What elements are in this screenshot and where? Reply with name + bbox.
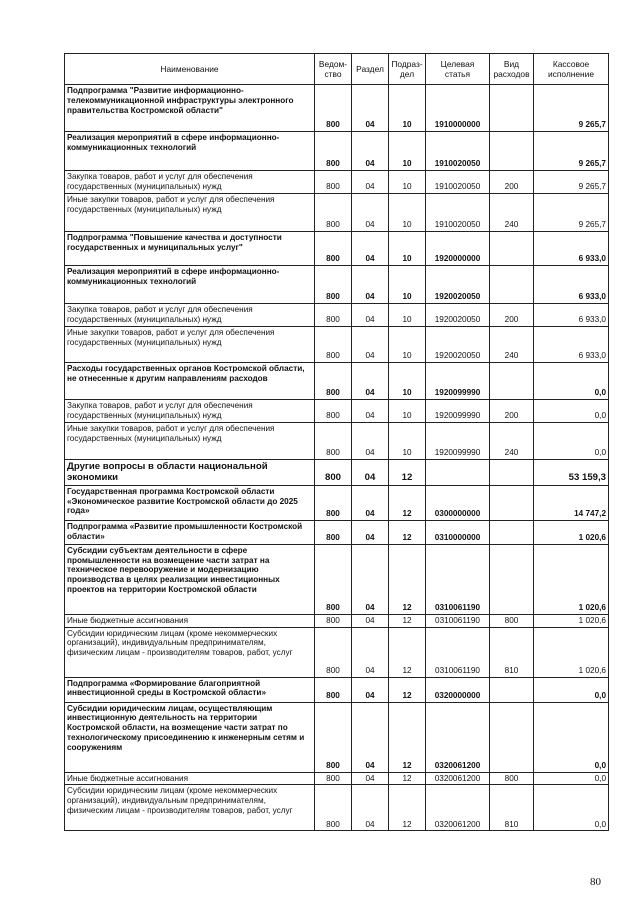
- row-exp-type: 800: [490, 614, 534, 627]
- row-name: Реализация мероприятий в сфере информационно-коммуникационных технологий: [65, 266, 315, 304]
- row-dept: 800: [315, 266, 352, 304]
- row-section: 04: [352, 232, 389, 266]
- header-section: Раздел: [352, 54, 389, 85]
- row-name: Расходы государственных органов Костромской области, не отнесенные к другим направлениям расходов: [65, 363, 315, 400]
- row-section: 04: [352, 85, 389, 132]
- row-section: 04: [352, 544, 389, 614]
- row-dept: 800: [315, 422, 352, 459]
- row-subsection: 12: [389, 485, 426, 520]
- row-dept: 800: [315, 677, 352, 702]
- row-name: Закупка товаров, работ и услуг для обеспечения государственных (муниципальных) нужд: [65, 400, 315, 423]
- row-target: 1920000000: [426, 232, 490, 266]
- row-cash: 1 020,6: [534, 614, 609, 627]
- row-name: Реализация мероприятий в сфере информационно-коммуникационных технологий: [65, 132, 315, 171]
- row-exp-type: [490, 520, 534, 544]
- table-row: [65, 171, 609, 194]
- row-cash: 0,0: [534, 422, 609, 459]
- row-name: Другие вопросы в области национальной экономики: [65, 459, 315, 485]
- row-dept: 800: [315, 772, 352, 785]
- header-subsection: Подраз-дел: [389, 54, 426, 85]
- row-cash: 0,0: [534, 772, 609, 785]
- row-subsection: 10: [389, 194, 426, 232]
- row-dept: 800: [315, 363, 352, 400]
- header-dept: Ведом-ство: [315, 54, 352, 85]
- row-dept: 800: [315, 485, 352, 520]
- row-subsection: 10: [389, 85, 426, 132]
- row-target: 1910000000: [426, 85, 490, 132]
- row-cash: 14 747,2: [534, 485, 609, 520]
- row-exp-type: 810: [490, 785, 534, 831]
- row-exp-type: 240: [490, 194, 534, 232]
- row-subsection: 12: [389, 520, 426, 544]
- budget-table: [64, 53, 609, 831]
- row-subsection: 10: [389, 132, 426, 171]
- row-name: Закупка товаров, работ и услуг для обеспечения государственных (муниципальных) нужд: [65, 171, 315, 194]
- row-section: 04: [352, 614, 389, 627]
- row-target: [426, 459, 490, 485]
- row-target: 1910020050: [426, 171, 490, 194]
- table-row: [65, 327, 609, 363]
- row-target: 0310061190: [426, 614, 490, 627]
- row-name: Государственная программа Костромской области «Экономическое развитие Костромской области до 2025 года»: [65, 485, 315, 520]
- row-target: 1920020050: [426, 304, 490, 327]
- row-dept: 800: [315, 544, 352, 614]
- table-row: [65, 363, 609, 400]
- row-name: Подпрограмма «Формирование благоприятной инвестиционной среды в Костромской области»: [65, 677, 315, 702]
- row-name: Иные закупки товаров, работ и услуг для обеспечения государственных (муниципальных) нужд: [65, 327, 315, 363]
- row-section: 04: [352, 627, 389, 677]
- page-number: 80: [590, 876, 601, 888]
- row-cash: 9 265,7: [534, 194, 609, 232]
- row-subsection: 12: [389, 772, 426, 785]
- row-exp-type: 200: [490, 304, 534, 327]
- row-name: Подпрограмма «Развитие промышленности Костромской области»: [65, 520, 315, 544]
- row-dept: 800: [315, 614, 352, 627]
- row-cash: 1 020,6: [534, 544, 609, 614]
- table-row: [65, 772, 609, 785]
- row-exp-type: [490, 85, 534, 132]
- row-cash: 9 265,7: [534, 85, 609, 132]
- row-section: 04: [352, 327, 389, 363]
- header-cash: Кассовое исполнение: [534, 54, 609, 85]
- row-dept: 800: [315, 520, 352, 544]
- table-row: [65, 485, 609, 520]
- row-target: 1910020050: [426, 194, 490, 232]
- row-target: 0320061200: [426, 785, 490, 831]
- table-row: [65, 85, 609, 132]
- header-exp-type: Вид расходов: [490, 54, 534, 85]
- row-subsection: 12: [389, 677, 426, 702]
- row-target: 0300000000: [426, 485, 490, 520]
- table-row: [65, 194, 609, 232]
- row-name: Иные бюджетные ассигнования: [65, 772, 315, 785]
- row-exp-type: 200: [490, 171, 534, 194]
- row-subsection: 12: [389, 614, 426, 627]
- row-exp-type: [490, 132, 534, 171]
- row-name: Субсидии юридическим лицам (кроме некоммерческих организаций), индивидуальным предпринимателям, физическим лицам - производителям товаров, работ, услуг: [65, 785, 315, 831]
- row-cash: 6 933,0: [534, 327, 609, 363]
- row-cash: 9 265,7: [534, 171, 609, 194]
- row-dept: 800: [315, 132, 352, 171]
- table-row: [65, 266, 609, 304]
- row-exp-type: [490, 232, 534, 266]
- row-name: Закупка товаров, работ и услуг для обеспечения государственных (муниципальных) нужд: [65, 304, 315, 327]
- row-section: 04: [352, 422, 389, 459]
- row-section: 04: [352, 304, 389, 327]
- row-exp-type: [490, 677, 534, 702]
- row-name: Субсидии субъектам деятельности в сфере промышленности на возмещение части затрат на техническое перевооружение и модернизацию производства в целях реализации инвестиционных проектов на территории Костромской области: [65, 544, 315, 614]
- table-row: [65, 520, 609, 544]
- row-name: Иные закупки товаров, работ и услуг для обеспечения государственных (муниципальных) нужд: [65, 422, 315, 459]
- table-row: [65, 677, 609, 702]
- table-row: [65, 132, 609, 171]
- row-target: 1920020050: [426, 327, 490, 363]
- row-subsection: 12: [389, 544, 426, 614]
- row-dept: 800: [315, 194, 352, 232]
- row-section: 04: [352, 485, 389, 520]
- row-exp-type: 800: [490, 772, 534, 785]
- row-exp-type: [490, 363, 534, 400]
- row-target: 1920099990: [426, 400, 490, 423]
- row-section: 04: [352, 520, 389, 544]
- row-dept: 800: [315, 304, 352, 327]
- table-header-row: [65, 54, 609, 85]
- row-section: 04: [352, 459, 389, 485]
- row-target: 1920020050: [426, 266, 490, 304]
- row-subsection: 12: [389, 702, 426, 772]
- row-subsection: 10: [389, 304, 426, 327]
- table-row: [65, 459, 609, 485]
- row-exp-type: [490, 266, 534, 304]
- table-row: [65, 785, 609, 831]
- row-section: 04: [352, 171, 389, 194]
- row-dept: 800: [315, 232, 352, 266]
- row-name: Подпрограмма "Развитие информационно-телекоммуникационной инфраструктуры электронного правительства Костромской области": [65, 85, 315, 132]
- row-subsection: 10: [389, 266, 426, 304]
- row-exp-type: [490, 485, 534, 520]
- row-target: 1920099990: [426, 422, 490, 459]
- row-subsection: 12: [389, 627, 426, 677]
- header-target: Целевая статья: [426, 54, 490, 85]
- row-section: 04: [352, 400, 389, 423]
- row-cash: 0,0: [534, 363, 609, 400]
- table-row: [65, 422, 609, 459]
- row-target: 1910020050: [426, 132, 490, 171]
- row-section: 04: [352, 132, 389, 171]
- row-dept: 800: [315, 702, 352, 772]
- row-dept: 800: [315, 627, 352, 677]
- row-cash: 1 020,6: [534, 627, 609, 677]
- row-target: 0320000000: [426, 677, 490, 702]
- row-section: 04: [352, 772, 389, 785]
- row-section: 04: [352, 785, 389, 831]
- row-name: Субсидии юридическим лицам, осуществляющим инвестиционную деятельность на территории Костромской области, на возмещение части затрат по технологическому присоединению к инженерным сетям и сооружениям: [65, 702, 315, 772]
- row-exp-type: 240: [490, 422, 534, 459]
- row-name: Подпрограмма "Повышение качества и доступности государственных и муниципальных услуг": [65, 232, 315, 266]
- row-dept: 800: [315, 85, 352, 132]
- row-section: 04: [352, 363, 389, 400]
- row-exp-type: [490, 544, 534, 614]
- row-name: Субсидии юридическим лицам (кроме некоммерческих организаций), индивидуальным предпринимателям, физическим лицам - производителям товаров, работ, услуг: [65, 627, 315, 677]
- row-exp-type: 240: [490, 327, 534, 363]
- row-dept: 800: [315, 171, 352, 194]
- row-cash: 53 159,3: [534, 459, 609, 485]
- row-subsection: 10: [389, 363, 426, 400]
- row-subsection: 10: [389, 422, 426, 459]
- row-target: 0310061190: [426, 627, 490, 677]
- table-row: [65, 232, 609, 266]
- row-target: 0320061200: [426, 772, 490, 785]
- row-section: 04: [352, 194, 389, 232]
- row-cash: 0,0: [534, 400, 609, 423]
- table-row: [65, 702, 609, 772]
- row-section: 04: [352, 266, 389, 304]
- row-target: 0310000000: [426, 520, 490, 544]
- table-row: [65, 304, 609, 327]
- table-row: [65, 544, 609, 614]
- row-cash: 1 020,6: [534, 520, 609, 544]
- row-subsection: 12: [389, 459, 426, 485]
- row-cash: 0,0: [534, 785, 609, 831]
- table-row: [65, 614, 609, 627]
- row-name: Иные закупки товаров, работ и услуг для обеспечения государственных (муниципальных) нужд: [65, 194, 315, 232]
- row-cash: 6 933,0: [534, 232, 609, 266]
- row-exp-type: [490, 459, 534, 485]
- table-body: [65, 85, 609, 831]
- row-name: Иные бюджетные ассигнования: [65, 614, 315, 627]
- row-target: 0310061190: [426, 544, 490, 614]
- row-exp-type: [490, 702, 534, 772]
- row-dept: 800: [315, 400, 352, 423]
- row-cash: 0,0: [534, 677, 609, 702]
- row-cash: 9 265,7: [534, 132, 609, 171]
- table-row: [65, 400, 609, 423]
- row-cash: 6 933,0: [534, 266, 609, 304]
- row-cash: 0,0: [534, 702, 609, 772]
- table-row: [65, 627, 609, 677]
- row-subsection: 10: [389, 232, 426, 266]
- row-subsection: 10: [389, 400, 426, 423]
- row-section: 04: [352, 677, 389, 702]
- row-dept: 800: [315, 785, 352, 831]
- row-subsection: 10: [389, 171, 426, 194]
- row-subsection: 12: [389, 785, 426, 831]
- row-target: 1920099990: [426, 363, 490, 400]
- row-exp-type: 200: [490, 400, 534, 423]
- row-section: 04: [352, 702, 389, 772]
- header-name: Наименование: [65, 54, 315, 85]
- row-dept: 800: [315, 327, 352, 363]
- row-exp-type: 810: [490, 627, 534, 677]
- row-cash: 6 933,0: [534, 304, 609, 327]
- row-dept: 800: [315, 459, 352, 485]
- row-target: 0320061200: [426, 702, 490, 772]
- row-subsection: 10: [389, 327, 426, 363]
